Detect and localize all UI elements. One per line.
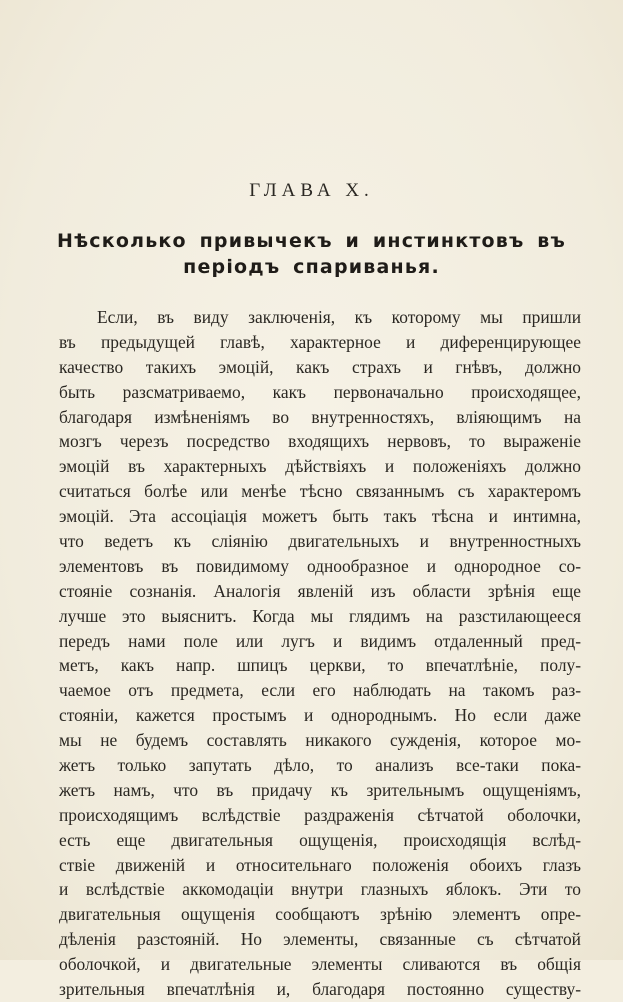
text-line: двигательныя ощущенія сообщаютъ зрѣнію элементъ опре- xyxy=(59,904,581,925)
text-line: въ предыдущей главѣ, характерное и диференцирующее xyxy=(59,331,581,352)
text-line: элементовъ въ повидимому однообразное и однородное со- xyxy=(59,555,581,576)
text-line: считаться болѣе или менѣе тѣсно связаннымъ съ характеромъ xyxy=(59,481,581,502)
text-line: быть разсматриваемо, какъ первоначально происходящее, xyxy=(59,381,581,402)
text-line: метъ, какъ напр. шпицъ церкви, то впечатлѣніе, полу- xyxy=(59,655,581,676)
text-line: качество такихъ эмоцій, какъ страхъ и гнѣвъ, должно xyxy=(59,356,581,377)
text-line: есть еще двигательныя ощущенія, происходящія вслѣд- xyxy=(59,829,581,850)
text-line: дѣленія разстояній. Но элементы, связанные съ сѣтчатой xyxy=(59,929,581,950)
text-line: стояніи, кажется простымъ и однороднымъ. Но если даже xyxy=(59,705,581,726)
text-line: зрительныя впечатлѣнія и, благодаря постоянно существу- xyxy=(59,979,581,1000)
section-title-line-2: періодъ спариванья. xyxy=(183,256,440,278)
text-line: эмоцій. Эта ассоціація можетъ быть такъ тѣсна и интимна, xyxy=(59,506,581,527)
text-line: жетъ намъ, что въ придачу къ зрительнымъ ощущеніямъ, xyxy=(59,779,581,800)
text-line: мы не будемъ составлять никакого сужденія, которое мо- xyxy=(59,730,581,751)
body-paragraph xyxy=(59,305,581,1002)
text-line: эмоцій въ характерныхъ дѣйствіяхъ и положеніяхъ должно xyxy=(59,456,581,477)
section-title-line-1: Нѣсколько привычекъ и инстинктовъ въ xyxy=(56,230,566,252)
text-line: и вслѣдствіе аккомодаціи внутри глазныхъ яблокъ. Эти то xyxy=(59,879,581,900)
text-line: жетъ только запутать дѣло, то анализъ все-таки пока- xyxy=(59,755,581,776)
text-line: оболочкой, и двигательные элементы сливаются въ общія xyxy=(59,954,581,975)
text-line: Если, въ виду заключенія, къ которому мы пришли xyxy=(97,307,581,327)
text-line: передъ нами поле или лугъ и видимъ отдаленный пред- xyxy=(59,630,581,651)
text-line: происходящимъ вслѣдствіе раздраженія сѣтчатой оболочки, xyxy=(59,804,581,825)
text-line: благодаря измѣненіямъ во внутренностяхъ, вліяющимъ на xyxy=(59,406,581,427)
text-line: ствіе движеній и относительнаго положенія обоихъ глазъ xyxy=(59,854,581,875)
text-line: лучше это выяснитъ. Когда мы глядимъ на разстилающееся xyxy=(59,605,581,626)
chapter-heading: ГЛАВА X. xyxy=(249,180,374,201)
text-line: мозгъ черезъ посредство входящихъ нервовъ, то выраженіе xyxy=(59,431,581,452)
text-line: что ведетъ къ слiянію двигательныхъ и внутренностныхъ xyxy=(59,531,581,552)
text-line: чаемое отъ предмета, если его наблюдать на такомъ раз- xyxy=(59,680,581,701)
text-line: стояніе сознанія. Аналогія явленій изъ области зрѣнія еще xyxy=(59,580,581,601)
